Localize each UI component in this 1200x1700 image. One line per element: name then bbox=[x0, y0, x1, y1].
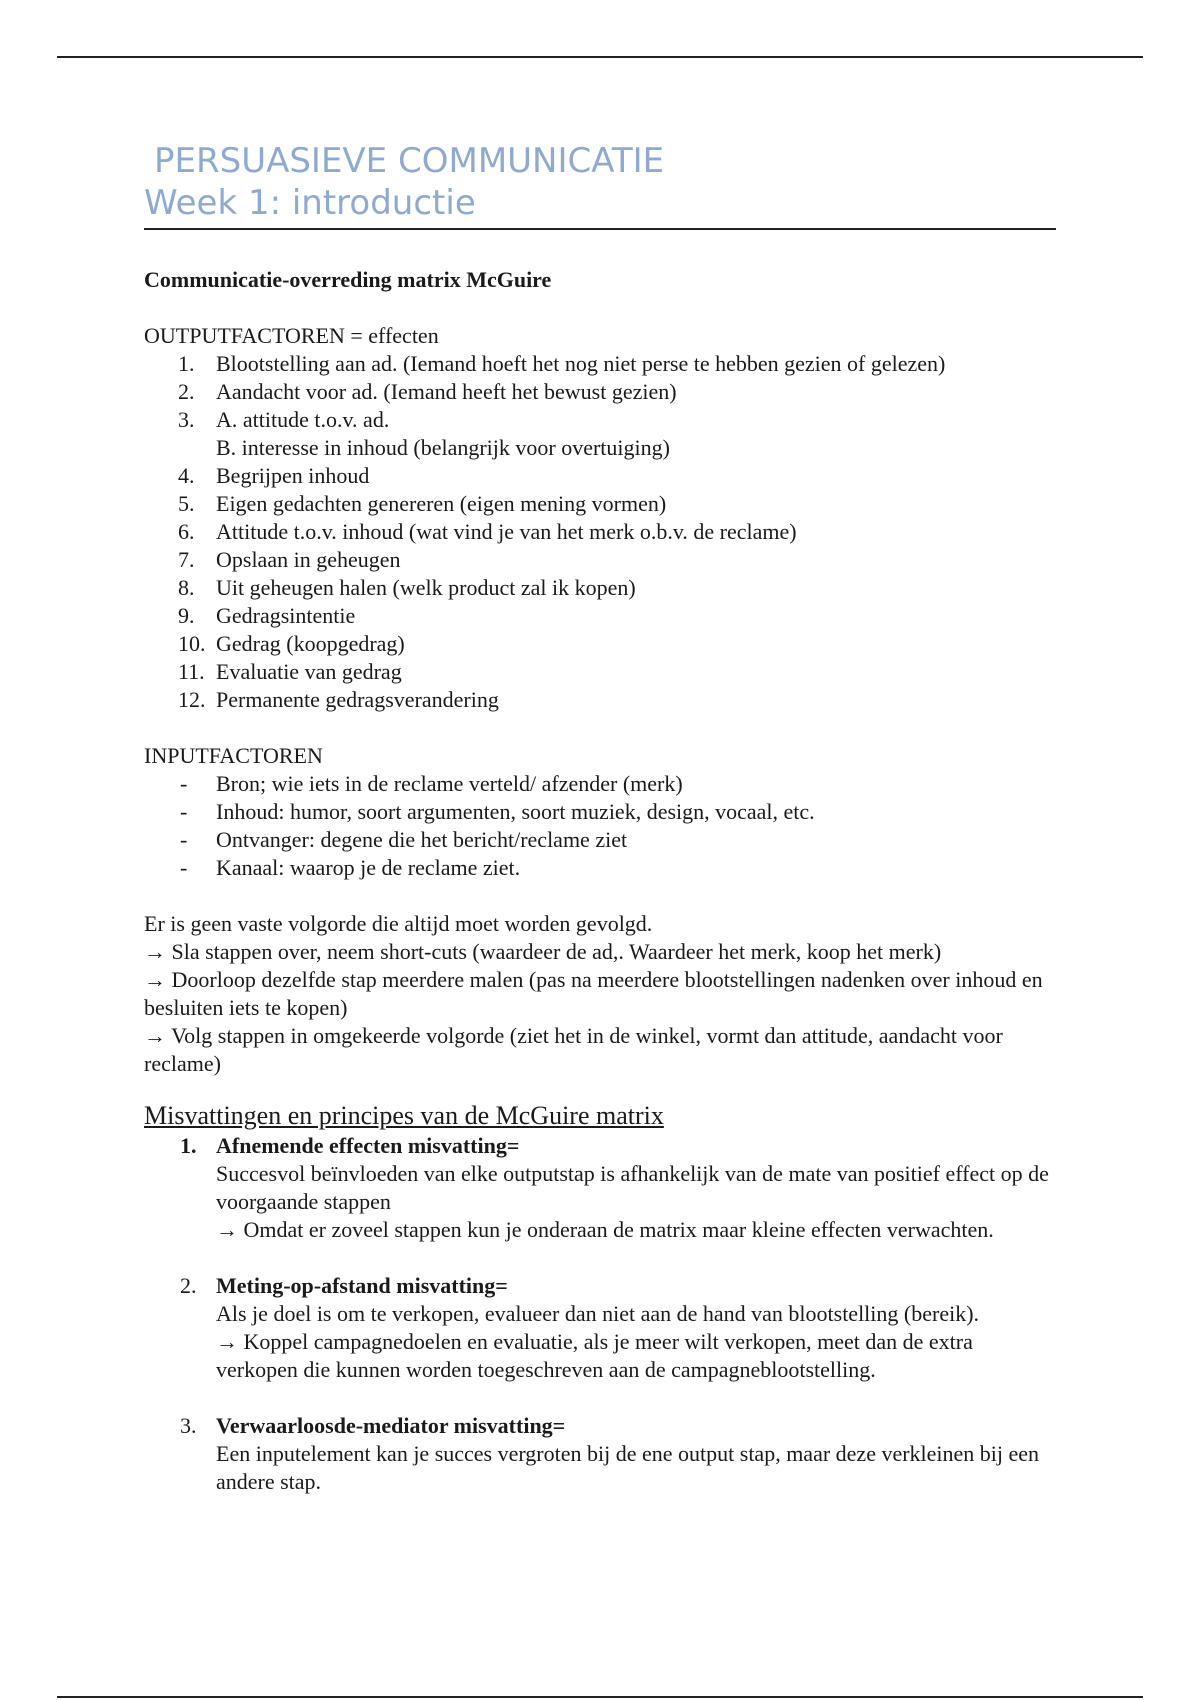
list-number: 2. bbox=[178, 379, 195, 404]
arrow-right-icon: → bbox=[216, 1217, 238, 1242]
misvatting-body: Een inputelement kan je succes vergroten bij de ene output stap, maar deze verkleinen bij een andere stap. bbox=[216, 1441, 1040, 1494]
misvatting-arrow-point bbox=[216, 1216, 1056, 1244]
output-heading: OUTPUTFACTOREN = effecten bbox=[144, 323, 439, 348]
misvatting-arrow-text: Koppel campagnedoelen en evaluatie, als je meer wilt verkopen, meet dan de extra verkopen die kunnen worden toegeschreven aan de campagneblootstelling. bbox=[216, 1329, 973, 1382]
list-item-text: A. attitude t.o.v. ad. bbox=[216, 407, 390, 432]
misvatting-arrow-text: Omdat er zoveel stappen kun je onderaan de matrix maar kleine effecten verwachten. bbox=[243, 1217, 994, 1242]
list-item-text: Eigen gedachten genereren (eigen mening vormen) bbox=[216, 491, 667, 516]
list-item bbox=[144, 1412, 1056, 1496]
list-item bbox=[144, 658, 1056, 686]
list-item-text: Begrijpen inhoud bbox=[216, 463, 370, 488]
list-item bbox=[144, 630, 1056, 658]
misvattingen-heading: Misvattingen en principes van de McGuire matrix bbox=[144, 1101, 664, 1130]
input-section bbox=[144, 742, 1056, 882]
dash-bullet: - bbox=[180, 855, 188, 880]
list-number: 3. bbox=[178, 407, 195, 432]
list-number: 10. bbox=[178, 631, 206, 656]
list-item-text: Inhoud: humor, soort argumenten, soort muziek, design, vocaal, etc. bbox=[216, 799, 815, 824]
list-item bbox=[144, 770, 1056, 798]
list-item-text: Aandacht voor ad. (Iemand heeft het bewust gezien) bbox=[216, 379, 677, 404]
list-item bbox=[144, 574, 1056, 602]
misvattingen-list bbox=[144, 1132, 1056, 1496]
list-item-text: Opslaan in geheugen bbox=[216, 547, 401, 572]
order-section bbox=[144, 910, 1056, 1078]
misvattingen-section bbox=[144, 1100, 1056, 1496]
title-subtitle: Week 1: introductie bbox=[144, 183, 476, 223]
arrow-right-icon: → bbox=[144, 1023, 166, 1048]
list-number: 9. bbox=[178, 603, 195, 628]
list-item bbox=[144, 406, 1056, 462]
misvatting-title: Afnemende effecten misvatting= bbox=[216, 1133, 520, 1158]
arrow-right-icon: → bbox=[144, 939, 166, 964]
dash-bullet: - bbox=[180, 771, 188, 796]
document-body bbox=[144, 140, 1056, 1496]
misvatting-title: Meting-op-afstand misvatting= bbox=[216, 1273, 508, 1298]
arrow-right-icon: → bbox=[144, 967, 166, 992]
list-item bbox=[144, 854, 1056, 882]
list-number: 7. bbox=[178, 547, 195, 572]
list-item bbox=[144, 546, 1056, 574]
order-intro: Er is geen vaste volgorde die altijd moet worden gevolgd. bbox=[144, 911, 653, 936]
misvatting-title: Verwaarloosde-mediator misvatting= bbox=[216, 1413, 566, 1438]
order-point-text: Volg stappen in omgekeerde volgorde (ziet het in de winkel, vormt dan attitude, aandacht voor reclame) bbox=[144, 1023, 1003, 1076]
page-bottom-rule bbox=[57, 1696, 1143, 1698]
list-item-text: Permanente gedragsverandering bbox=[216, 687, 499, 712]
list-item-text: Uit geheugen halen (welk product zal ik kopen) bbox=[216, 575, 636, 600]
list-item-subtext: B. interesse in inhoud (belangrijk voor overtuiging) bbox=[216, 435, 670, 460]
misvatting-arrow-point bbox=[216, 1328, 1056, 1384]
dash-bullet: - bbox=[180, 827, 188, 852]
list-number: 5. bbox=[178, 491, 195, 516]
arrow-right-icon: → bbox=[216, 1329, 238, 1354]
order-point bbox=[144, 966, 1056, 1022]
matrix-heading: Communicatie-overreding matrix McGuire bbox=[144, 267, 552, 292]
page-top-rule bbox=[57, 56, 1143, 58]
list-item bbox=[144, 602, 1056, 630]
list-number: 1. bbox=[180, 1133, 197, 1158]
list-item bbox=[144, 350, 1056, 378]
list-item-text: Gedragsintentie bbox=[216, 603, 356, 628]
output-list bbox=[144, 350, 1056, 714]
list-item-text: Evaluatie van gedrag bbox=[216, 659, 402, 684]
input-list bbox=[144, 770, 1056, 882]
list-item bbox=[144, 1272, 1056, 1384]
list-item bbox=[144, 462, 1056, 490]
list-number: 3. bbox=[180, 1413, 197, 1438]
list-item bbox=[144, 798, 1056, 826]
output-section bbox=[144, 322, 1056, 714]
misvatting-body: Als je doel is om te verkopen, evalueer dan niet aan de hand van blootstelling (bereik). bbox=[216, 1301, 980, 1326]
list-number: 4. bbox=[178, 463, 195, 488]
order-point-text: Sla stappen over, neem short-cuts (waardeer de ad,. Waardeer het merk, koop het merk) bbox=[171, 939, 942, 964]
list-item-text: Attitude t.o.v. inhoud (wat vind je van het merk o.b.v. de reclame) bbox=[216, 519, 797, 544]
list-item bbox=[144, 518, 1056, 546]
list-number: 1. bbox=[178, 351, 195, 376]
list-number: 6. bbox=[178, 519, 195, 544]
list-item bbox=[144, 686, 1056, 714]
misvatting-body: Succesvol beïnvloeden van elke outputstap is afhankelijk van de mate van positief effect op de voorgaande stappen bbox=[216, 1161, 1049, 1214]
list-item bbox=[144, 490, 1056, 518]
order-point bbox=[144, 1022, 1056, 1078]
list-item-text: Ontvanger: degene die het bericht/reclame ziet bbox=[216, 827, 628, 852]
document-title bbox=[144, 140, 1056, 230]
order-point-text: Doorloop dezelfde stap meerdere malen (pas na meerdere blootstellingen nadenken over inhoud en besluiten iets te kopen) bbox=[144, 967, 1043, 1020]
list-number: 8. bbox=[178, 575, 195, 600]
input-heading: INPUTFACTOREN bbox=[144, 743, 323, 768]
list-item-text: Blootstelling aan ad. (Iemand hoeft het nog niet perse te hebben gezien of gelezen) bbox=[216, 351, 946, 376]
list-item bbox=[144, 378, 1056, 406]
dash-bullet: - bbox=[180, 799, 188, 824]
list-number: 2. bbox=[180, 1273, 197, 1298]
title-main: PERSUASIEVE COMMUNICATIE bbox=[154, 141, 665, 181]
list-item bbox=[144, 826, 1056, 854]
order-point bbox=[144, 938, 1056, 966]
list-item-text: Gedrag (koopgedrag) bbox=[216, 631, 405, 656]
list-item-text: Bron; wie iets in de reclame verteld/ afzender (merk) bbox=[216, 771, 683, 796]
list-item bbox=[144, 1132, 1056, 1244]
list-item-text: Kanaal: waarop je de reclame ziet. bbox=[216, 855, 521, 880]
list-number: 11. bbox=[178, 659, 205, 684]
list-number: 12. bbox=[178, 687, 206, 712]
